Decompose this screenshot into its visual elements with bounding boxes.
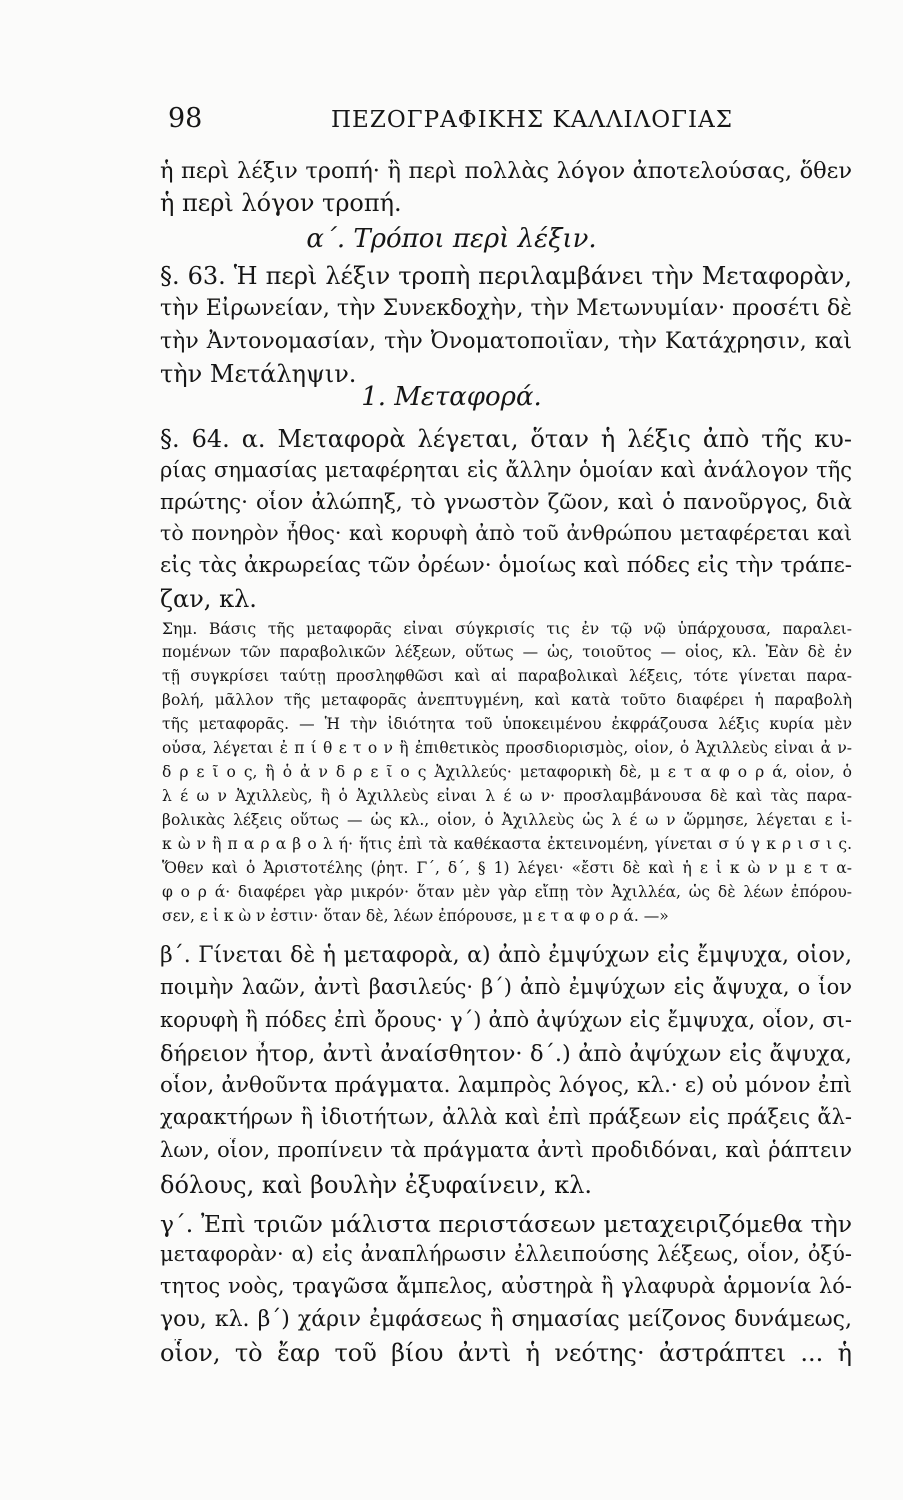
- text-line: ἡ περὶ λόγον τροπή.: [160, 189, 402, 217]
- text-line: χαρακτήρων ἢ ἰδιοτήτων, ἀλλὰ καὶ ἐπὶ πράξεων εἰς πράξεις ἄλ-: [160, 1105, 852, 1129]
- text-line: γ΄. Ἐπὶ τριῶν μάλιστα περιστάσεων μεταχειριζόμεθα τὴν: [160, 1210, 852, 1238]
- note-line: κ ὼ ν ἢ π α ρ α β ο λ ή· ἥτις ἐπὶ τὰ καθέκαστα ἐκτεινομένη, γίνεται σ ύ γ κ ρ ι σ ι ς.: [162, 835, 852, 853]
- page-number: 98: [168, 103, 203, 134]
- note-line: πομένων τῶν παραβολικῶν λέξεων, οὕτως — ὡς, τοιοῦτος — οἷος, κλ. Ἐὰν δὲ ἐν: [162, 643, 852, 661]
- section-heading: α΄. Τρόποι περὶ λέξιν.: [306, 224, 597, 254]
- text-line: δόλους, καὶ βουλὴν ἐξυφαίνειν, κλ.: [160, 1171, 593, 1199]
- note-line: λ έ ω ν Ἀχιλλεὺς, ἢ ὁ Ἀχιλλεὺς εἶναι λ έ ω ν· προσλαμβάνουσα δὲ καὶ τὰς παρα-: [162, 787, 852, 805]
- text-line: δήρειον ἦτορ, ἀντὶ ἀναίσθητον· δ΄.) ἀπὸ ἀψύχων εἰς ἄψυχα,: [160, 1041, 852, 1067]
- note-line: δ ρ ε ῖ ο ς, ἢ ὁ ἀ ν δ ρ ε ῖ ο ς Ἀχιλλεύς· μεταφορικὴ δὲ, μ ε τ α φ ο ρ ά, οἷον, ὁ: [162, 763, 852, 781]
- note-line: σεν, ε ἰ κ ὼ ν ἐστιν· ὅταν δὲ, λέων ἐπόρουσε, μ ε τ α φ ο ρ ά. —»: [162, 907, 669, 925]
- text-line: ζαν, κλ.: [160, 585, 257, 613]
- text-line: τὴν Ἀντονομασίαν, τὴν Ὀνοματοποιΐαν, τὴν Κατάχρησιν, καὶ: [160, 329, 852, 354]
- note-line: τῇ συγκρίσει ταύτῃ προσληφθῶσι καὶ αἱ παραβολικαὶ λέξεις, τότε γίνεται παρα-: [162, 667, 852, 685]
- note-line: Ὅθεν καὶ ὁ Ἀριστοτέλης (ῥητ. Γ΄, δ΄, § 1) λέγει· «ἔστι δὲ καὶ ἡ ε ἰ κ ὼ ν μ ε τ α-: [162, 859, 852, 877]
- text-line: πρώτης· οἷον ἀλώπηξ, τὸ γνωστὸν ζῶον, καὶ ὁ πανοῦργος, διὰ: [160, 490, 852, 515]
- text-line: εἰς τὰς ἀκρωρείας τῶν ὀρέων· ὁμοίως καὶ πόδες εἰς τὴν τράπε-: [160, 553, 852, 578]
- text-line: οἷον, ἀνθοῦντα πράγματα. λαμπρὸς λόγος, κλ.· ε) οὐ μόνον ἐπὶ: [160, 1073, 852, 1098]
- text-line: ποιμὴν λαῶν, ἀντὶ βασιλεύς· β΄) ἀπὸ ἐμψύχων εἰς ἄψυχα, ο ἷον: [160, 975, 852, 999]
- note-line: βολή, μᾶλλον τῆς μεταφορᾶς ἀνεπτυγμένη, καὶ κατὰ τοῦτο διαφέρει ἡ παραβολὴ: [162, 691, 852, 709]
- text-line: β΄. Γίνεται δὲ ἡ μεταφορὰ, α) ἀπὸ ἐμψύχων εἰς ἔμψυχα, οἷον,: [160, 943, 852, 968]
- note-line: βολικὰς λέξεις οὕτως — ὡς κλ., οἷον, ὁ Ἀχιλλεὺς ὡς λ έ ω ν ὥρμησε, λέγεται ε ἰ-: [162, 811, 852, 829]
- note-line: τῆς μεταφορᾶς. — Ἡ τὴν ἰδιότητα τοῦ ὑποκειμένου ἐκφράζουσα λέξις κυρία μὲν: [162, 715, 852, 733]
- note-line: Σημ. Βάσις τῆς μεταφορᾶς εἶναι σύγκρισίς τις ἐν τῷ νῷ ὑπάρχουσα, παραλει-: [162, 620, 852, 638]
- text-line: τὴν Εἰρωνείαν, τὴν Συνεκδοχὴν, τὴν Μετωνυμίαν· προσέτι δὲ: [160, 296, 852, 321]
- text-line: τὴν Μετάληψιν.: [160, 360, 357, 388]
- text-line: τὸ πονηρὸν ἦθος· καὶ κορυφὴ ἀπὸ τοῦ ἀνθρώπου μεταφέρεται καὶ: [160, 521, 852, 545]
- page-header: [168, 103, 851, 143]
- text-line: §. 64. α. Μεταφορὰ λέγεται, ὅταν ἡ λέξις ἀπὸ τῆς κυ-: [160, 425, 852, 453]
- note-line: οὖσα, λέγεται ἐ π ί θ ε τ ο ν ἢ ἐπιθετικὸς προσδιορισμὸς, οἷον, ὁ Ἀχιλλεὺς εἶναι ἀ ν-: [162, 739, 852, 757]
- text-line: λων, οἷον, προπίνειν τὰ πράγματα ἀντὶ προδιδόναι, καὶ ῥάπτειν: [160, 1138, 852, 1162]
- text-line: §. 63. Ἡ περὶ λέξιν τροπὴ περιλαμβάνει τὴν Μεταφορὰν,: [160, 262, 852, 290]
- text-line: κορυφὴ ἢ πόδες ἐπὶ ὄρους· γ΄) ἀπὸ ἀψύχων εἰς ἔμψυχα, οἷον, σι-: [160, 1008, 852, 1032]
- text-line: γου, κλ. β΄) χάριν ἐμφάσεως ἢ σημασίας μείζονος δυνάμεως,: [160, 1307, 852, 1332]
- text-line: οἷον, τὸ ἔαρ τοῦ βίου ἀντὶ ἡ νεότης· ἀστράπτει ... ἡ: [160, 1339, 852, 1367]
- running-title: ΠΕΖΟΓΡΑΦΙΚΗΣ ΚΑΛΛΙΛΟΓΙΑΣ: [331, 107, 733, 133]
- text-line: ἡ περὶ λέξιν τροπή· ἢ περὶ πολλὰς λόγον ἀποτελούσας, ὅθεν: [160, 158, 852, 184]
- text-line: ρίας σημασίας μεταφέρηται εἰς ἄλλην ὁμοίαν καὶ ἀνάλογον τῆς: [160, 458, 852, 482]
- text-line: τητος νοὸς, τραγῶσα ἄμπελος, αὐστηρὰ ἢ γλαφυρὰ ἁρμονία λό-: [160, 1274, 852, 1298]
- text-line: μεταφορὰν· α) εἰς ἀναπλήρωσιν ἐλλειπούσης λέξεως, οἷον, ὀξύ-: [160, 1242, 852, 1266]
- subsection-heading: 1. Μεταφορά.: [361, 382, 542, 412]
- note-line: φ ο ρ ά· διαφέρει γὰρ μικρόν· ὅταν μὲν γὰρ εἴπῃ τὸν Ἀχιλλέα, ὡς δὲ λέων ἐπόρου-: [162, 883, 852, 901]
